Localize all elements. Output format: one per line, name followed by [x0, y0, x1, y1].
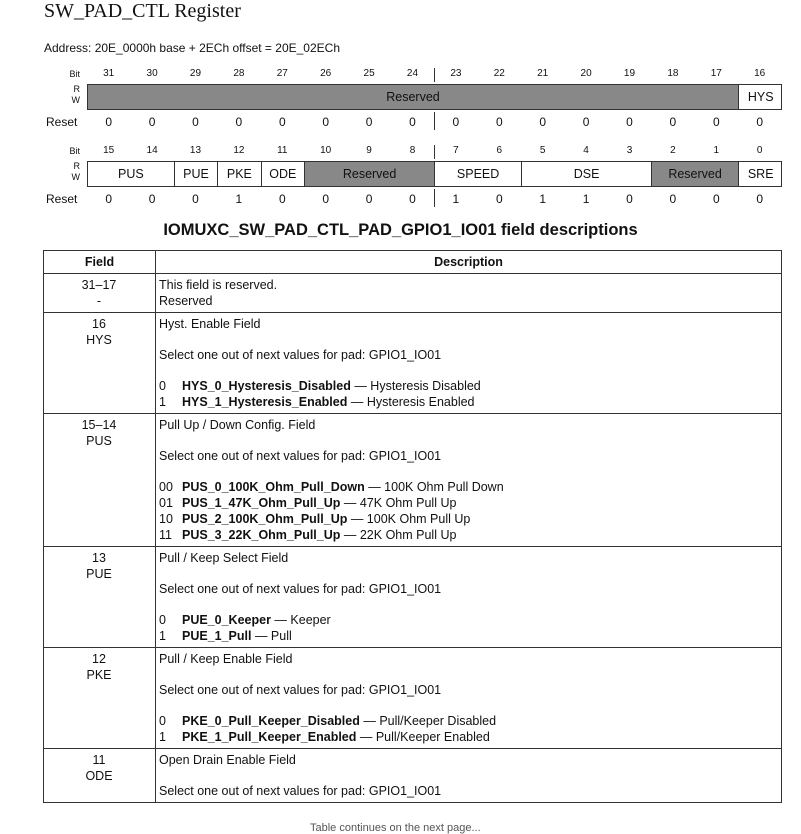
field-cell	[44, 648, 156, 749]
spacer	[159, 464, 777, 479]
bit-number: 16	[754, 68, 766, 79]
spacer	[159, 667, 777, 682]
reset-value: 1	[452, 192, 460, 206]
field-name: PKE	[86, 668, 112, 682]
field-name: PUE	[86, 567, 112, 581]
field-pus: PUS	[88, 162, 175, 186]
byte-separator	[434, 68, 435, 82]
table-row	[44, 274, 782, 313]
description-line: Pull / Keep Enable Field	[159, 652, 293, 666]
enum-desc: — 22K Ohm Pull Up	[340, 528, 457, 542]
spacer	[159, 566, 777, 581]
bit-number: 25	[363, 68, 375, 79]
spacer	[159, 698, 777, 713]
enum-value	[159, 378, 777, 394]
bit-number: 11	[277, 145, 288, 156]
enum-value	[159, 479, 777, 495]
page-footer: Table continues on the next page...	[310, 822, 481, 834]
read-label: R	[73, 161, 80, 171]
bit-number: 22	[493, 68, 505, 79]
description-line: Hyst. Enable Field	[159, 317, 261, 331]
reset-value: 0	[756, 115, 764, 129]
bit-number: 2	[670, 145, 676, 156]
enum-desc: — Pull/Keeper Disabled	[359, 714, 497, 728]
bit-number: 14	[146, 145, 158, 156]
field-cell	[44, 547, 156, 648]
enum-value	[159, 527, 777, 543]
enum-name: HYS_1_Hysteresis_Enabled	[182, 395, 348, 409]
reset-value: 0	[148, 192, 156, 206]
bit-number: 6	[496, 145, 503, 156]
field-cell	[44, 749, 156, 803]
enum-code: 1	[159, 395, 166, 409]
reset-value: 1	[235, 192, 243, 206]
reset-value: 0	[322, 115, 330, 129]
description-intro: Select one out of next values for pad: GPIO1_IO01	[159, 449, 442, 463]
bit-number: 7	[453, 145, 459, 156]
description-line: Pull / Keep Select Field	[159, 551, 289, 565]
field-bits: 11	[92, 753, 106, 767]
description-cell	[156, 547, 782, 648]
reset-value: 0	[582, 115, 590, 129]
bit-number: 18	[667, 68, 679, 79]
bit-number: 20	[580, 68, 592, 79]
bit-number: 5	[539, 145, 546, 156]
table-row	[44, 648, 782, 749]
bit-number: 15	[103, 145, 115, 156]
table-row	[44, 749, 782, 803]
bit-number: 29	[189, 68, 202, 79]
reserved-field: Reserved	[88, 85, 739, 109]
field-bits: 12	[92, 652, 106, 666]
reset-label: Reset	[46, 115, 78, 129]
bit-number: 26	[320, 68, 332, 79]
reset-value: 0	[235, 115, 243, 129]
bit-number: 12	[233, 145, 245, 156]
description-line: Open Drain Enable Field	[159, 753, 296, 767]
field-bits: 31–17	[81, 278, 117, 292]
reset-value: 0	[278, 115, 286, 129]
field-name: ODE	[85, 769, 113, 783]
field-bits: 15–14	[81, 418, 117, 432]
bit-number: 27	[276, 68, 288, 79]
enum-code: 00	[159, 480, 173, 494]
register-field-bar	[87, 161, 782, 187]
reset-value: 0	[669, 115, 677, 129]
reset-value: 0	[105, 192, 113, 206]
reset-value: 0	[756, 192, 764, 206]
enum-name: PUS_3_22K_Ohm_Pull_Up	[182, 528, 341, 542]
field-pue: PUE	[175, 162, 218, 186]
field-name: HYS	[86, 333, 112, 347]
bit-number: 24	[406, 68, 419, 79]
register-field-bar	[87, 84, 782, 110]
reset-value: 0	[322, 192, 330, 206]
description-intro: Select one out of next values for pad: GPIO1_IO01	[159, 348, 442, 362]
enum-code: 1	[159, 629, 166, 643]
write-label: W	[71, 172, 80, 182]
field-name: -	[96, 294, 102, 308]
reset-value: 1	[539, 192, 547, 206]
description-cell	[156, 313, 782, 414]
field-ode: ODE	[262, 162, 305, 186]
description-cell	[156, 749, 782, 803]
register-address: Address: 20E_0000h base + 2ECh offset = 20E_02ECh	[44, 41, 340, 55]
bit-number: 1	[713, 145, 720, 156]
description-line: Pull Up / Down Config. Field	[159, 418, 316, 432]
field-bits: 16	[92, 317, 106, 331]
enum-code: 0	[159, 714, 166, 728]
spacer	[159, 768, 777, 783]
read-label: R	[73, 84, 80, 94]
enum-code: 1	[159, 730, 166, 744]
reset-value: 0	[192, 115, 199, 129]
bit-number: 21	[537, 68, 549, 79]
enum-value	[159, 628, 777, 644]
field-hys: HYS	[747, 90, 774, 104]
bit-number: 10	[320, 145, 332, 156]
reset-value: 0	[452, 115, 460, 129]
bit-number: 0	[756, 145, 763, 156]
enum-value	[159, 394, 777, 410]
enum-desc: — Hysteresis Disabled	[350, 379, 481, 393]
bit-number: 30	[146, 68, 158, 79]
enum-name: PUE_0_Keeper	[182, 613, 271, 627]
enum-name: PKE_0_Pull_Keeper_Disabled	[182, 714, 360, 728]
reset-value: 0	[626, 115, 633, 129]
byte-separator	[434, 112, 435, 130]
reset-value: 0	[712, 192, 720, 206]
byte-separator	[434, 145, 435, 159]
enum-name: PUE_1_Pull	[182, 629, 252, 643]
field-cell	[44, 274, 156, 313]
bit-number: 13	[189, 145, 202, 156]
enum-desc: — Hysteresis Enabled	[347, 395, 475, 409]
bit-label: Bit	[69, 69, 80, 79]
table-header-row	[44, 251, 782, 274]
enum-desc: — 47K Ohm Pull Up	[340, 496, 457, 510]
description-line: This field is reserved.	[159, 278, 278, 292]
enum-name: HYS_0_Hysteresis_Disabled	[182, 379, 351, 393]
reset-value: 0	[192, 192, 199, 206]
bit-number: 17	[710, 68, 722, 79]
field-name: PUS	[86, 434, 112, 448]
enum-code: 10	[159, 512, 173, 526]
field-dse: DSE	[522, 162, 652, 186]
enum-name: PUS_0_100K_Ohm_Pull_Down	[182, 480, 365, 494]
enum-name: PUS_2_100K_Ohm_Pull_Up	[182, 512, 348, 526]
bit-label: Bit	[69, 146, 80, 156]
spacer	[159, 363, 777, 378]
enum-value	[159, 495, 777, 511]
enum-value	[159, 511, 777, 527]
enum-value	[159, 713, 777, 729]
description-intro: Select one out of next values for pad: GPIO1_IO01	[159, 784, 442, 798]
field-speed: SPEED	[435, 162, 522, 186]
bit-number: 3	[626, 145, 633, 156]
reset-value: 0	[712, 115, 720, 129]
field-bits: 13	[92, 551, 106, 565]
bit-number: 31	[103, 68, 115, 79]
spacer	[159, 433, 777, 448]
reset-value: 0	[495, 115, 503, 129]
enum-code: 01	[159, 496, 173, 510]
description-intro: Select one out of next values for pad: GPIO1_IO01	[159, 582, 442, 596]
reset-value: 0	[669, 192, 677, 206]
enum-desc: — 100K Ohm Pull Up	[347, 512, 471, 526]
enum-value	[159, 612, 777, 628]
enum-code: 11	[159, 528, 172, 542]
enum-desc: — 100K Ohm Pull Down	[364, 480, 504, 494]
reset-value: 0	[409, 115, 416, 129]
field-cell	[44, 414, 156, 547]
bit-number: 8	[409, 145, 416, 156]
reset-value: 0	[105, 115, 113, 129]
description-cell	[156, 648, 782, 749]
write-label: W	[71, 95, 80, 105]
bit-number: 9	[366, 145, 372, 156]
enum-code: 0	[159, 379, 166, 393]
table-title: IOMUXC_SW_PAD_CTL_PAD_GPIO1_IO01 field descriptions	[163, 221, 638, 239]
reset-value: 0	[278, 192, 286, 206]
bit-number: 19	[623, 68, 636, 79]
field-column-header: Field	[44, 251, 156, 274]
description-cell	[156, 414, 782, 547]
spacer	[159, 597, 777, 612]
table-row	[44, 547, 782, 648]
enum-desc: — Pull	[251, 629, 292, 643]
reset-value: 0	[409, 192, 416, 206]
reserved-field: Reserved	[652, 162, 739, 186]
reset-label: Reset	[46, 192, 78, 206]
description-intro: Select one out of next values for pad: GPIO1_IO01	[159, 683, 442, 697]
reset-value: 0	[365, 115, 373, 129]
field-cell	[44, 313, 156, 414]
reset-value: 1	[582, 192, 590, 206]
description-line: Reserved	[159, 294, 213, 308]
enum-value	[159, 729, 777, 745]
reset-value: 0	[495, 192, 503, 206]
table-row	[44, 313, 782, 414]
description-column-header: Description	[156, 251, 782, 274]
field-descriptions-table	[43, 250, 782, 803]
enum-name: PKE_1_Pull_Keeper_Enabled	[182, 730, 357, 744]
reset-value: 0	[539, 115, 547, 129]
reset-value: 0	[148, 115, 156, 129]
spacer	[159, 332, 777, 347]
description-cell	[156, 274, 782, 313]
page-title: SW_PAD_CTL Register	[44, 0, 241, 22]
byte-separator	[434, 189, 435, 207]
bit-number: 23	[450, 68, 462, 79]
field-sre: SRE	[747, 167, 774, 181]
enum-code: 0	[159, 613, 166, 627]
field-pke: PKE	[218, 162, 261, 186]
reset-value: 0	[365, 192, 373, 206]
reset-value: 0	[626, 192, 633, 206]
table-row	[44, 414, 782, 547]
bit-number: 4	[583, 145, 589, 156]
enum-name: PUS_1_47K_Ohm_Pull_Up	[182, 496, 341, 510]
bit-number: 28	[233, 68, 245, 79]
reserved-field: Reserved	[305, 162, 435, 186]
enum-desc: — Keeper	[270, 613, 331, 627]
enum-desc: — Pull/Keeper Enabled	[356, 730, 490, 744]
